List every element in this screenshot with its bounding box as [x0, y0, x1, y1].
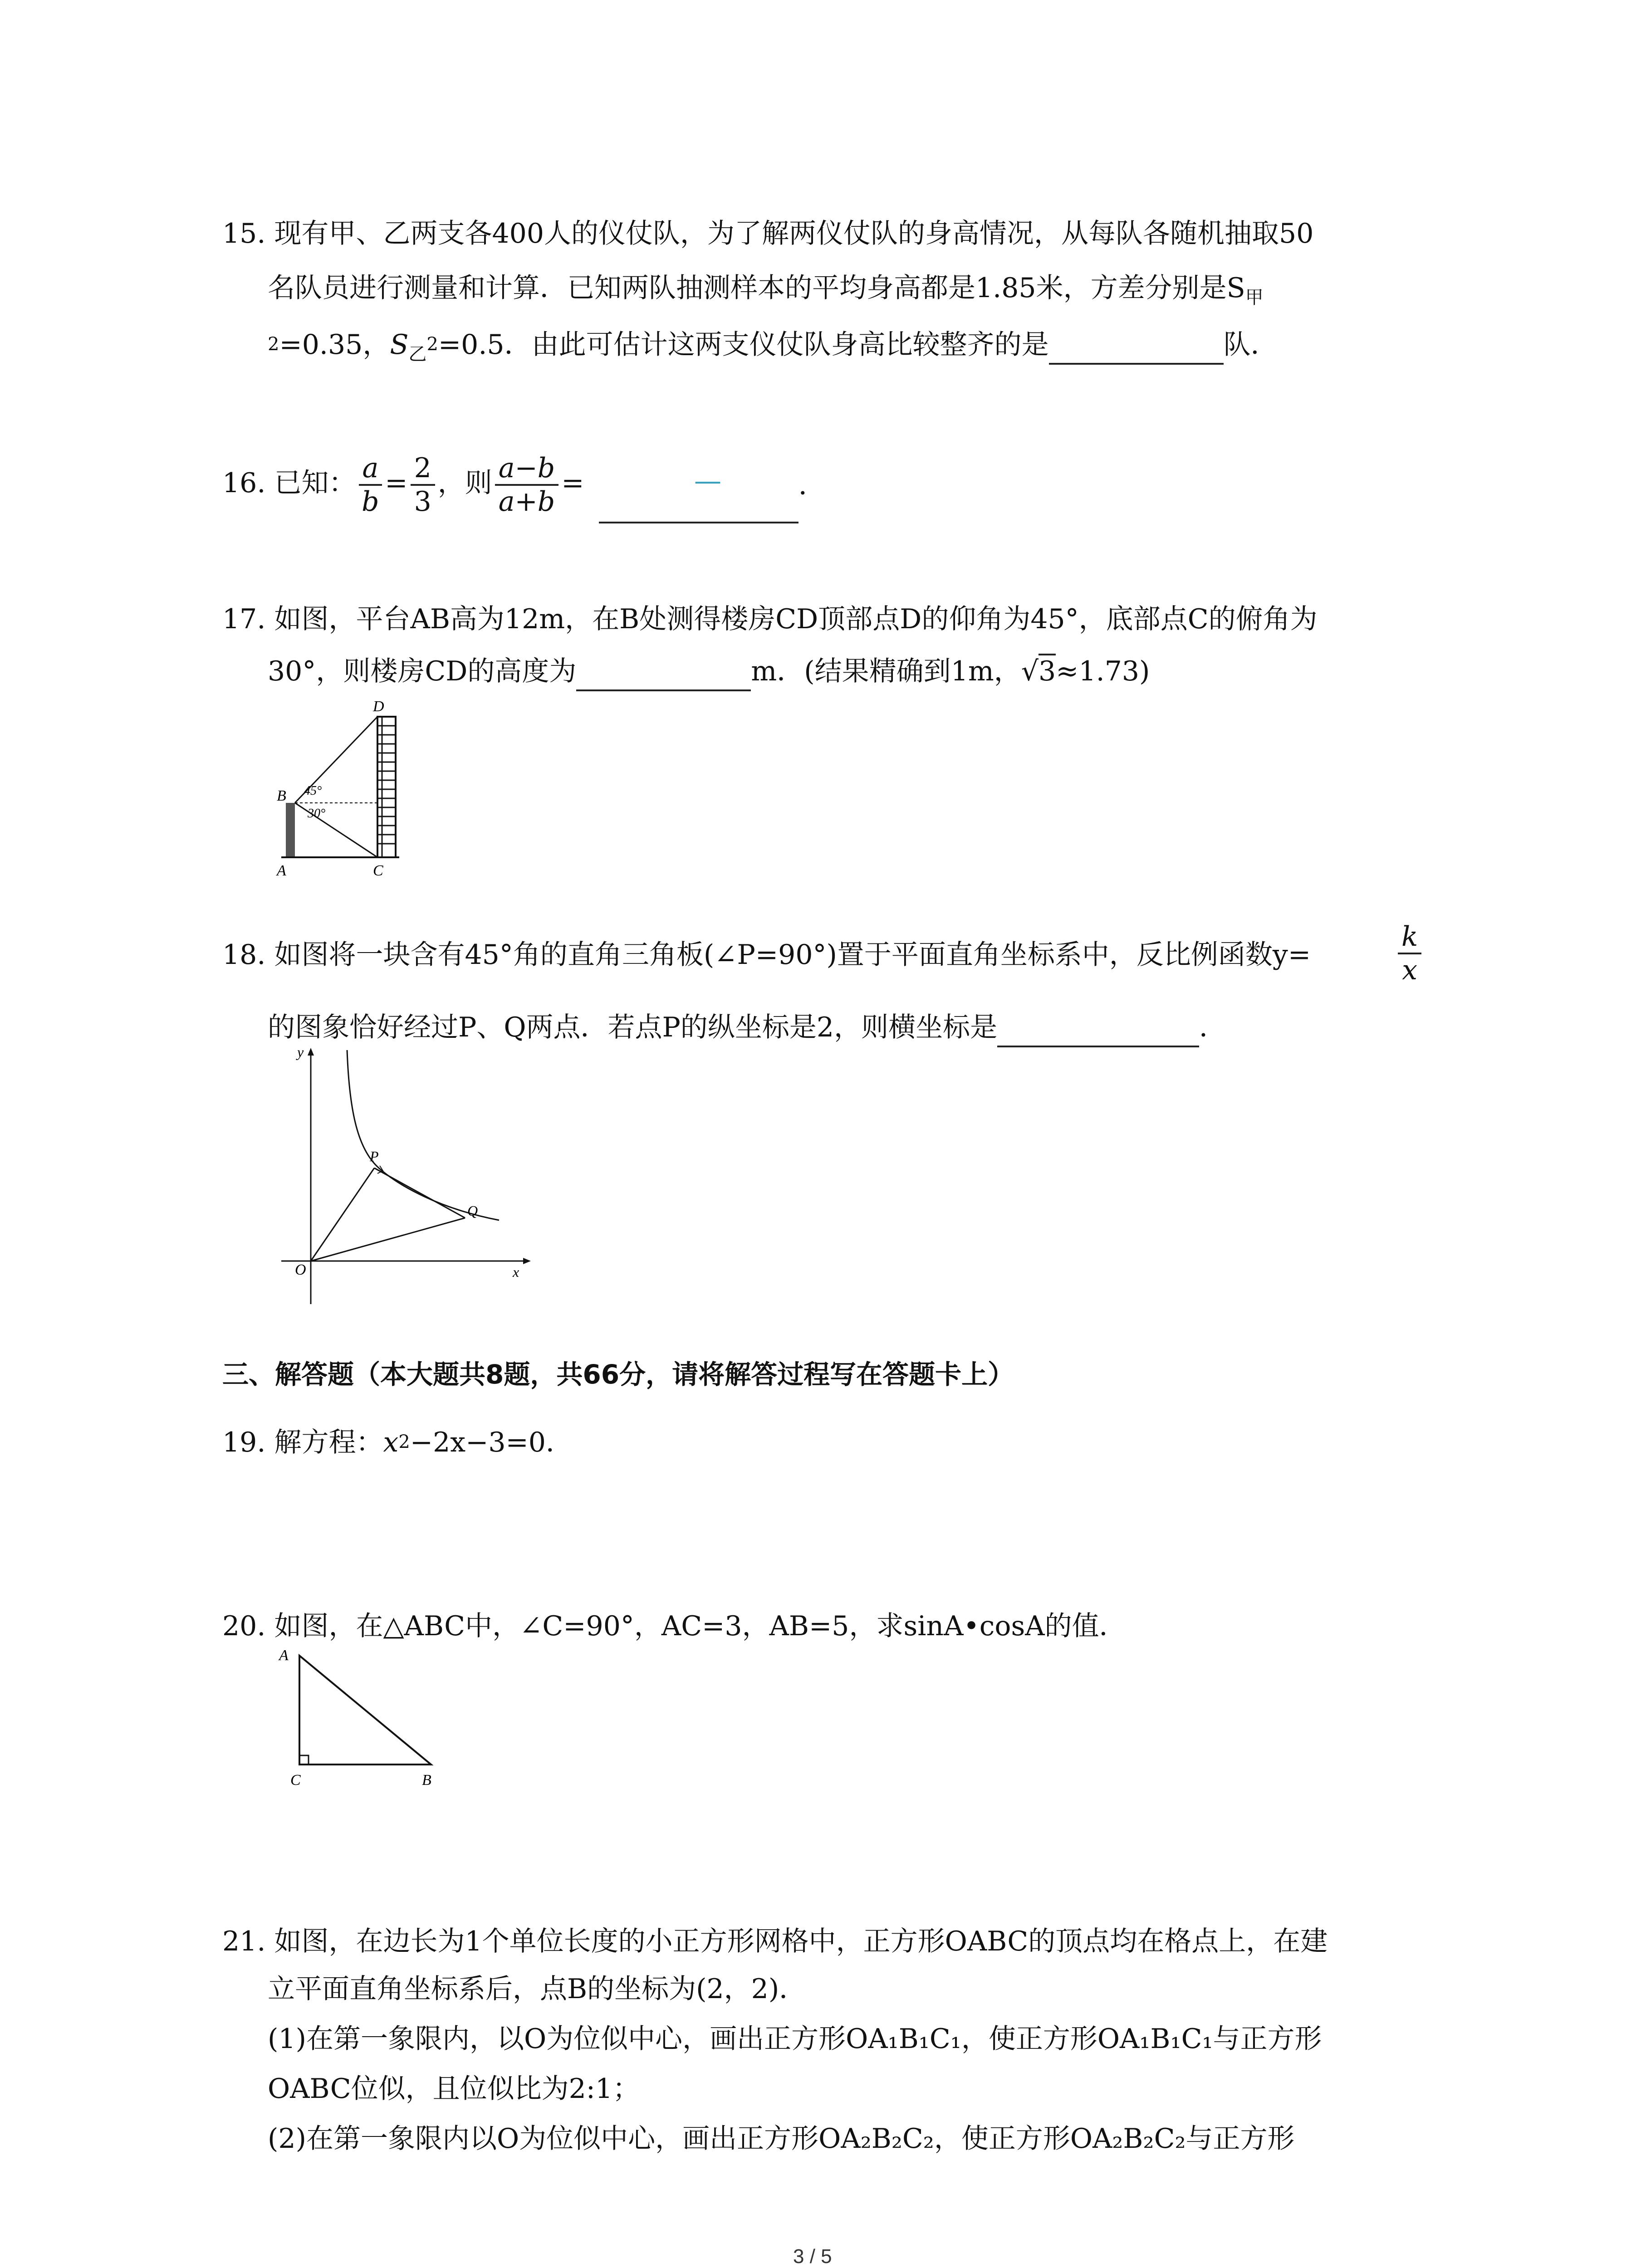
q19-line — [222, 1424, 573, 1464]
q16-answer-blank[interactable] — [599, 522, 798, 523]
q18-number: 18. — [222, 939, 266, 971]
building-windows — [377, 717, 396, 857]
q15-line3 — [268, 327, 1278, 366]
frac-den: a+b — [498, 486, 555, 518]
equals: = — [385, 467, 408, 499]
q15-sup-yi: 2 — [426, 334, 438, 355]
q21-number: 21. — [222, 1926, 266, 1957]
angle-30: 30° — [308, 807, 326, 821]
q17-figure — [272, 689, 422, 880]
q20-figure — [272, 1642, 445, 1792]
equals: = — [561, 467, 584, 499]
q16-dash: — — [694, 465, 721, 497]
platform-ab — [286, 803, 295, 857]
q16-prefix: 已知： — [274, 467, 356, 499]
q17-line2 — [268, 653, 1150, 691]
fraction-amb-apb — [495, 452, 558, 518]
q17-answer-blank[interactable] — [576, 653, 751, 691]
q15-text3-end: 队． — [1223, 329, 1278, 361]
section3-heading: 三、解答题（本大题共8题，共66分，请将解答过程写在答题卡上） — [222, 1359, 1014, 1390]
q18-fraction — [1398, 921, 1421, 986]
q19-prefix: 解方程： — [274, 1427, 383, 1458]
building-cd — [377, 717, 396, 857]
q18-text2a: 的图象恰好经过P、Q两点．若点P的纵坐标是2，则横坐标是 — [268, 1012, 998, 1043]
q16-number: 16. — [222, 467, 266, 499]
q20-text: 如图，在△ABC中，∠C=90°，AC=3，AB=5，求sinA•cosA的值． — [274, 1610, 1127, 1642]
q15-text1: 现有甲、乙两支各400人的仪仗队，为了解两仪仗队的身高情况，从每队各随机抽取50 — [274, 218, 1314, 249]
q15-answer-blank[interactable] — [1049, 327, 1224, 365]
label-q: Q — [467, 1202, 478, 1219]
label-x: x — [513, 1264, 519, 1280]
label-b: B — [277, 787, 286, 804]
angle-45: 45° — [304, 784, 322, 798]
q21-text1: 如图，在边长为1个单位长度的小正方形网格中，正方形OABC的顶点均在格点上，在建 — [274, 1926, 1328, 1957]
q21-line1 — [222, 1923, 1327, 1960]
frac-num: 2 — [411, 452, 435, 486]
q15-text3: =0.5．由此可估计这两支仪仗队身高比较整齐的是 — [438, 329, 1049, 361]
line-oq — [311, 1218, 465, 1261]
label-c: C — [373, 862, 383, 879]
label-a: A — [279, 1647, 289, 1664]
label-a: A — [277, 862, 286, 879]
q18-line2 — [268, 1009, 1226, 1047]
q17-text2a: 30°，则楼房CD的高度为 — [268, 655, 577, 687]
q15-number: 15. — [222, 218, 266, 249]
page-number: 3 / 5 — [793, 2245, 832, 2268]
q19-rest: −2x−3=0． — [410, 1427, 573, 1458]
q15-sup-2: 2 — [268, 334, 279, 355]
q18-text1: 如图将一块含有45°角的直角三角板(∠P=90°)置于平面直角坐标系中，反比例函数y= — [274, 939, 1311, 971]
q17-text1: 如图，平台AB高为12m，在B处测得楼房CD顶部点D的仰角为45°，底部点C的俯角为 — [274, 603, 1318, 635]
q21-line3: (1)在第一象限内，以O为位似中心，画出正方形OA₁B₁C₁，使正方形OA₁B₁C₁与正方形 — [268, 2023, 1322, 2055]
q17-text2c: ≈1.73) — [1056, 655, 1150, 687]
x-axis-arrow — [523, 1258, 531, 1264]
q15-sub-yi: 乙 — [408, 344, 427, 365]
label-c: C — [290, 1772, 301, 1789]
label-o: O — [295, 1261, 306, 1278]
label-d: D — [373, 698, 384, 715]
fraction-2-3 — [411, 452, 435, 518]
q19-number: 19. — [222, 1427, 266, 1458]
q17-number: 17. — [222, 603, 266, 635]
q15-s-yi: S — [390, 329, 409, 361]
frac-num: k — [1398, 921, 1421, 954]
q15-line2 — [268, 270, 1264, 309]
q19-x: x — [383, 1427, 399, 1458]
q18-answer-blank[interactable] — [997, 1009, 1199, 1047]
frac-den: 3 — [414, 486, 431, 518]
y-axis-arrow — [308, 1048, 314, 1056]
q15-line1 — [222, 215, 1313, 252]
frac-num: a — [359, 452, 382, 486]
q21-line2: 立平面直角坐标系后，点B的坐标为(2，2)． — [268, 1973, 807, 2005]
fraction-a-b — [359, 452, 382, 518]
q16-end: ． — [798, 469, 826, 501]
label-p: P — [370, 1148, 379, 1164]
q18-figure — [272, 1046, 535, 1309]
q15-sub-jia: 甲 — [1245, 287, 1264, 308]
label-b: B — [422, 1772, 431, 1789]
q15-var-jia: =0.35， — [279, 329, 390, 361]
sqrt-radicand: 3 — [1038, 654, 1056, 687]
sqrt-sign: √ — [1021, 655, 1038, 687]
frac-den: b — [362, 486, 379, 518]
q16-line — [222, 449, 584, 517]
q21-line4: OABC位似，且位似比为2:1； — [268, 2073, 640, 2105]
frac-den: x — [1402, 954, 1418, 986]
q18-line1 — [222, 937, 1311, 973]
label-y: y — [297, 1046, 304, 1060]
q21-line5: (2)在第一象限内以O为位似中心，画出正方形OA₂B₂C₂，使正方形OA₂B₂C₂与正方形 — [268, 2123, 1295, 2155]
frac-num: a−b — [495, 452, 558, 486]
line-op — [311, 1168, 374, 1261]
q20-number: 20. — [222, 1610, 266, 1642]
line-pq — [374, 1168, 465, 1218]
q17-line1 — [222, 601, 1318, 637]
q17-text2b: m．(结果精确到1m， — [751, 655, 1021, 687]
right-angle-mark — [299, 1755, 309, 1765]
q15-text2: 名队员进行测量和计算．已知两队抽测样本的平均身高都是1.85米，方差分别是S — [268, 272, 1245, 304]
triangle-abc — [299, 1656, 431, 1765]
q16-mid: ，则 — [437, 467, 492, 499]
q20-line — [222, 1608, 1127, 1644]
q18-text2b: ． — [1199, 1012, 1227, 1043]
q19-sup: 2 — [398, 1432, 410, 1452]
